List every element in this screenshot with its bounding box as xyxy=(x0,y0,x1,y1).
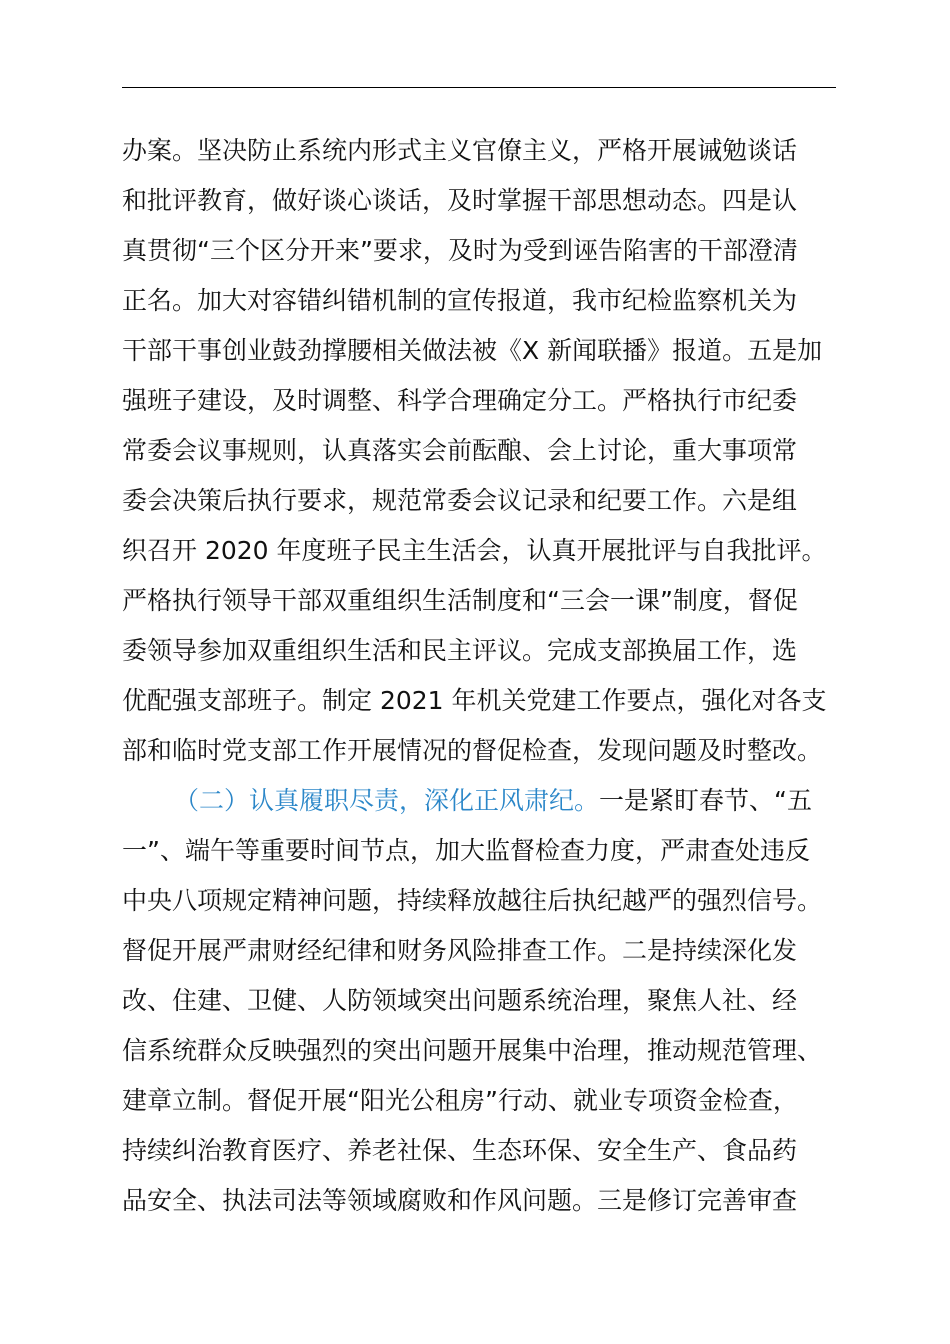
section-first-line xyxy=(122,776,842,826)
body-line: 中央八项规定精神问题，持续释放越往后执纪越严的强烈信号。 xyxy=(122,886,823,915)
body-line: 常委会议事规则，认真落实会前酝酿、会上讨论，重大事项常 xyxy=(122,436,798,465)
body-line: 严格执行领导干部双重组织生活制度和“三会一课”制度，督促 xyxy=(122,586,798,615)
body-line: 部和临时党支部工作开展情况的督促检查，发现问题及时整改。 xyxy=(122,736,823,765)
body-line: 和批评教育，做好谈心谈话，及时掌握干部思想动态。四是认 xyxy=(122,186,798,215)
body-line: 正名。加大对容错纠错机制的宣传报道，我市纪检监察机关为 xyxy=(122,286,798,315)
section-first-line-text: 一是紧盯春节、“五 xyxy=(599,786,812,815)
body-line: 织召开 2020 年度班子民主生活会，认真开展批评与自我批评。 xyxy=(122,536,827,565)
section-heading: （二）认真履职尽责，深化正风肃纪。 xyxy=(174,786,600,815)
body-line: 优配强支部班子。制定 2021 年机关党建工作要点，强化对各支 xyxy=(122,686,827,715)
body-line: 办案。坚决防止系统内形式主义官僚主义，严格开展诫勉谈话 xyxy=(122,136,798,165)
body-line: 信系统群众反映强烈的突出问题开展集中治理，推动规范管理、 xyxy=(122,1036,823,1065)
body-line: 建章立制。督促开展“阳光公租房”行动、就业专项资金检查， xyxy=(122,1086,798,1115)
body-line: 改、住建、卫健、人防领域突出问题系统治理，聚焦人社、经 xyxy=(122,986,798,1015)
body-line: 真贯彻“三个区分开来”要求，及时为受到诬告陷害的干部澄清 xyxy=(122,236,798,265)
body-line: 委会决策后执行要求，规范常委会议记录和纪要工作。六是组 xyxy=(122,486,798,515)
body-line: 强班子建设，及时调整、科学合理确定分工。严格执行市纪委 xyxy=(122,386,798,415)
body-line: 委领导参加双重组织生活和民主评议。完成支部换届工作，选 xyxy=(122,636,798,665)
body-line: 督促开展严肃财经纪律和财务风险排查工作。二是持续深化发 xyxy=(122,936,798,965)
document-body xyxy=(122,126,842,1226)
header-rule xyxy=(122,87,836,88)
body-line: 品安全、执法司法等领域腐败和作风问题。三是修订完善审查 xyxy=(122,1186,798,1215)
body-line: 一”、端午等重要时间节点，加大监督检查力度，严肃查处违反 xyxy=(122,836,810,865)
body-line: 持续纠治教育医疗、养老社保、生态环保、安全生产、食品药 xyxy=(122,1136,798,1165)
body-line: 干部干事创业鼓劲撑腰相关做法被《X 新闻联播》报道。五是加 xyxy=(122,336,823,365)
